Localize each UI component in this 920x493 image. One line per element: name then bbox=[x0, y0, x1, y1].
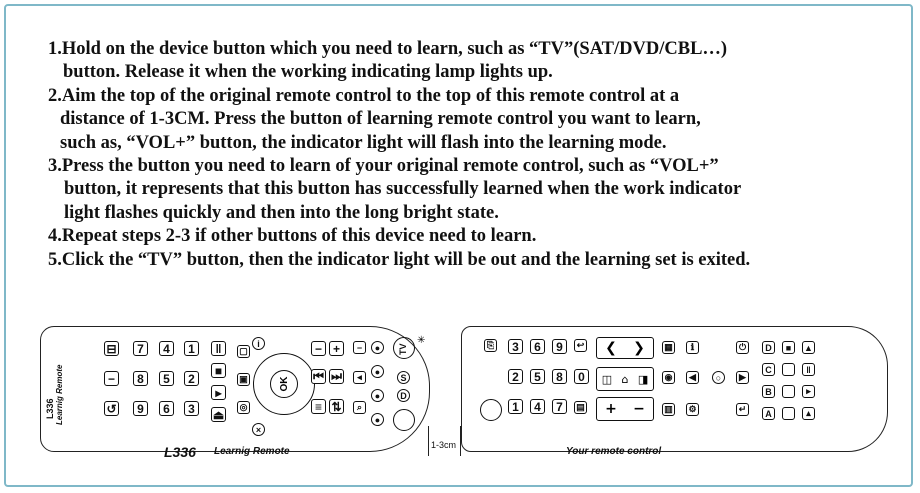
button-vol-plus: + bbox=[329, 341, 344, 356]
original-remote-illustration bbox=[461, 326, 888, 452]
step-1-line-2: button. Release it when the working indicating lamp lights up. bbox=[63, 62, 553, 83]
digit-1-button-right: 1 bbox=[508, 399, 523, 414]
button-blank-1 bbox=[782, 363, 795, 376]
button-blank-2 bbox=[782, 385, 795, 398]
direction-pad bbox=[253, 353, 315, 415]
button-info-right: ℹ bbox=[686, 341, 699, 354]
button-ok-right: ○ bbox=[712, 371, 725, 384]
distance-label: 1-3cm bbox=[431, 440, 457, 450]
step-1 bbox=[48, 38, 888, 85]
button-mute: ◎ bbox=[237, 401, 250, 414]
step-3-line-2: button, it represents that this button has successfully learned when the work indicator bbox=[64, 179, 742, 200]
ok-button: OK bbox=[270, 370, 298, 398]
digit-2-button: 2 bbox=[184, 371, 199, 386]
digit-5-button: 5 bbox=[159, 371, 174, 386]
button-ch-minus: − bbox=[353, 341, 366, 354]
color-button-c: C bbox=[762, 363, 775, 376]
button-guide: ▦ bbox=[662, 341, 675, 354]
digit-7-button: 7 bbox=[133, 341, 148, 356]
button-play: ▸ bbox=[211, 385, 226, 400]
learning-remote-illustration bbox=[40, 326, 430, 452]
button-pause-right: ‖ bbox=[802, 363, 815, 376]
button-menu: ▥ bbox=[662, 403, 675, 416]
digit-8-button-right: 8 bbox=[552, 369, 567, 384]
step-4-text: 4.Repeat steps 2-3 if other buttons of this device need to learn. bbox=[48, 226, 537, 247]
button-sat: S bbox=[397, 371, 410, 384]
button-dash: − bbox=[104, 371, 119, 386]
digit-9-button: 9 bbox=[133, 401, 148, 416]
button-blank-3 bbox=[782, 407, 795, 420]
step-3-line-3: light flashes quickly and then into the long bright state. bbox=[64, 202, 499, 223]
step-5-text: 5.Click the “TV” button, then the indicator light will be out and the learning set is exited. bbox=[48, 249, 751, 270]
button-red: ● bbox=[371, 341, 384, 354]
button-back: ↺ bbox=[104, 401, 119, 416]
button-return: ↵ bbox=[736, 403, 749, 416]
remote-brand-vertical: Learnig Remote bbox=[55, 364, 64, 425]
button-exit-right: ⏻ bbox=[736, 341, 749, 354]
button-epg: ▤ bbox=[574, 401, 587, 414]
button-prev: ⏮ bbox=[311, 369, 326, 384]
left-caption-model: L336 bbox=[164, 444, 196, 460]
button-eject: ⏏ bbox=[212, 407, 225, 422]
step-5 bbox=[48, 249, 888, 272]
button-stop: ■ bbox=[211, 363, 226, 378]
digit-6-button-right: 6 bbox=[530, 339, 545, 354]
instruction-list bbox=[48, 38, 888, 272]
button-tools: ⚙ bbox=[686, 403, 699, 416]
color-button-b: B bbox=[762, 385, 775, 398]
step-4 bbox=[48, 225, 888, 248]
button-exit: × bbox=[252, 423, 265, 436]
button-play-right: ▲ bbox=[802, 341, 815, 354]
digit-3-button: 3 bbox=[184, 401, 199, 416]
step-1-line-1: 1.Hold on the device button which you need to learn, such as “TV”(SAT/DVD/CBL…) bbox=[48, 39, 728, 59]
digit-4-button: 4 bbox=[159, 341, 174, 356]
tv-label: TV bbox=[398, 343, 408, 355]
right-caption-text: Your remote control bbox=[566, 446, 662, 457]
button-menu-minus: ⊟ bbox=[104, 341, 119, 356]
digit-3-button-right: 3 bbox=[508, 339, 523, 354]
step-2-line-2: distance of 1-3CM. Press the button of learning remote control you want to learn, bbox=[60, 109, 701, 130]
button-smart: ◉ bbox=[662, 371, 675, 384]
button-info: i bbox=[252, 337, 265, 350]
step-3-line-1: 3.Press the button you need to learn of your original remote control, such as “VOL+” bbox=[48, 156, 719, 177]
button-audio: ▣ bbox=[237, 373, 250, 386]
button-zoom: ▢ bbox=[237, 345, 250, 358]
button-pause: ‖ bbox=[211, 341, 226, 356]
digit-0-button-right: 0 bbox=[574, 369, 589, 384]
button-source: ⎘ bbox=[484, 339, 497, 352]
button-vol-minus: − bbox=[311, 341, 326, 356]
button-rewind: ◂ bbox=[353, 371, 366, 384]
mode-buttons: ◫ ⌂ ◨ bbox=[596, 367, 654, 391]
digit-5-button-right: 5 bbox=[530, 369, 545, 384]
button-left-right: ◀ bbox=[686, 371, 699, 384]
step-2 bbox=[48, 85, 888, 155]
button-next: ⏭ bbox=[329, 369, 344, 384]
digit-9-button-right: 9 bbox=[552, 339, 567, 354]
button-channel: ⇅ bbox=[329, 399, 344, 414]
button-list: ≡ bbox=[311, 399, 326, 414]
left-caption-text: Learnig Remote bbox=[214, 446, 290, 457]
button-yellow: ● bbox=[371, 389, 384, 402]
step-3 bbox=[48, 155, 888, 225]
button-stop-right: ■ bbox=[782, 341, 795, 354]
button-right-right: ▶ bbox=[736, 371, 749, 384]
distance-line-left bbox=[428, 426, 429, 456]
program-rocker: ❮ ❯ bbox=[596, 337, 654, 359]
volume-rocker: + − bbox=[596, 397, 654, 421]
color-button-a: A bbox=[762, 407, 775, 420]
digit-7-button-right: 7 bbox=[552, 399, 567, 414]
power-button-right bbox=[480, 399, 502, 421]
button-prech: ↩ bbox=[574, 339, 587, 352]
color-button-d: D bbox=[762, 341, 775, 354]
button-dvd: D bbox=[397, 389, 410, 402]
button-green: ● bbox=[371, 365, 384, 378]
digit-1-button: 1 bbox=[184, 341, 199, 356]
step-2-line-3: such as, “VOL+” button, the indicator light will flash into the learning mode. bbox=[60, 132, 667, 153]
button-rew-right: ▴ bbox=[802, 407, 815, 420]
button-find: ⌕ bbox=[353, 401, 366, 414]
remote-model-vertical: L336 bbox=[45, 398, 55, 419]
digit-6-button: 6 bbox=[159, 401, 174, 416]
indicator-light-icon: ✳ bbox=[417, 335, 426, 346]
button-blue: ● bbox=[371, 413, 384, 426]
digit-8-button: 8 bbox=[133, 371, 148, 386]
digit-2-button-right: 2 bbox=[508, 369, 523, 384]
digit-4-button-right: 4 bbox=[530, 399, 545, 414]
button-ff-right: ▸ bbox=[802, 385, 815, 398]
power-button bbox=[393, 409, 415, 431]
step-2-line-1: 2.Aim the top of the original remote control to the top of this remote control at a bbox=[48, 85, 680, 106]
